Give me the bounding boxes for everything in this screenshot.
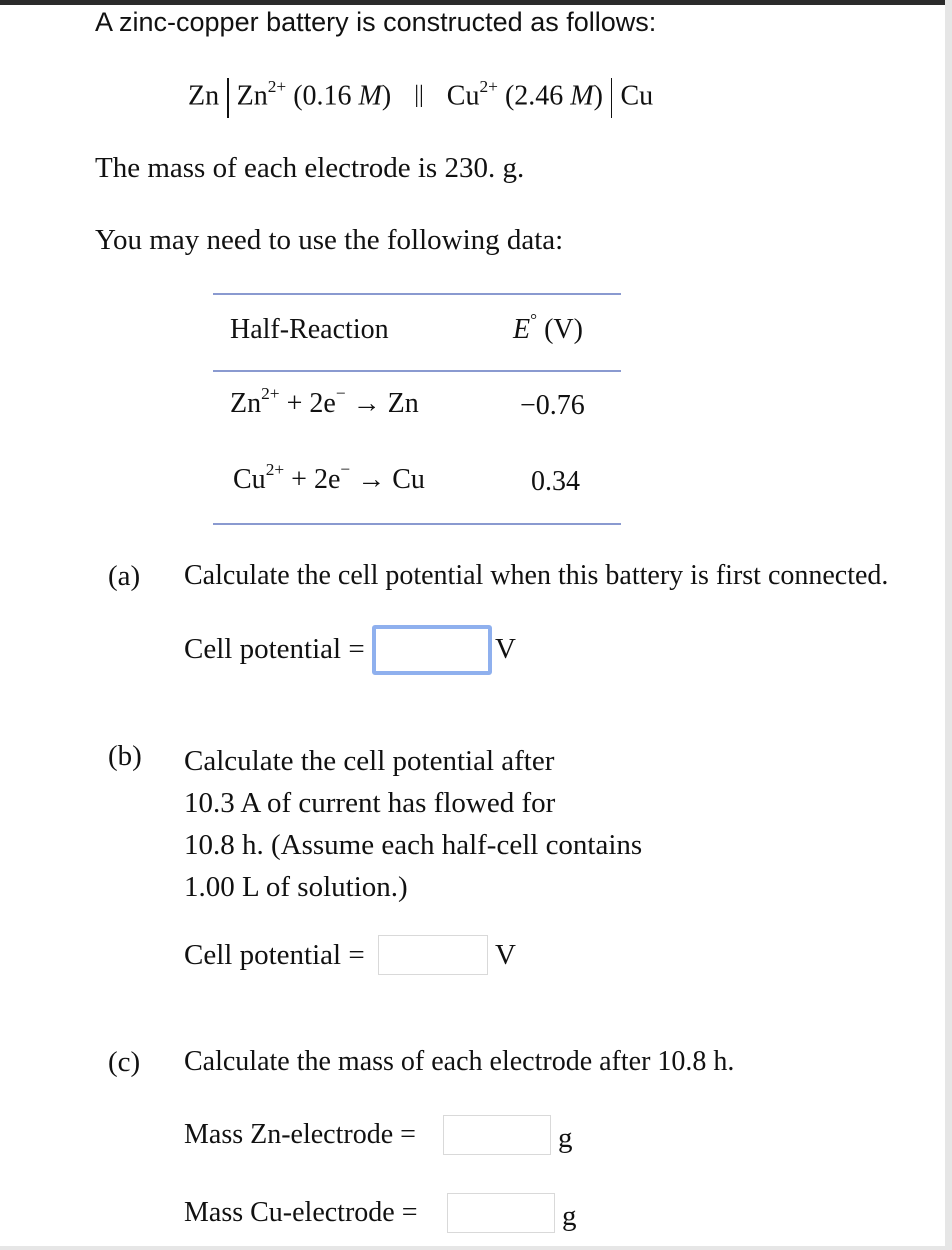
cell-notation	[188, 78, 653, 118]
potential-unit: (V)	[544, 314, 583, 345]
part-b-field-label	[184, 939, 365, 972]
table-header-potential	[513, 310, 583, 346]
mass-zn-unit: g	[558, 1122, 573, 1154]
anode-concentration: (0.16	[293, 80, 359, 112]
top-border	[0, 0, 952, 5]
reaction-arrow: →	[352, 388, 381, 419]
question-line: 10.8 h. (Assume each half-cell contains	[184, 829, 643, 861]
part-a-unit: V	[495, 633, 516, 665]
table-header-half-reaction: Half-Reaction	[230, 314, 389, 345]
table-header-rule	[213, 370, 621, 372]
anode-ion-charge: 2+	[267, 76, 287, 96]
electron-charge: −	[335, 384, 346, 404]
table-row-cu-value: 0.34	[531, 466, 580, 497]
field-label-text: Cell potential	[184, 939, 342, 971]
phase-boundary-2	[611, 78, 613, 118]
part-c-question: Calculate the mass of each electrode after 10.8 h.	[184, 1046, 735, 1077]
cathode-ion-charge: 2+	[479, 76, 498, 96]
bottom-border	[0, 1246, 952, 1250]
mass-cu-unit: g	[562, 1200, 577, 1232]
product: Cu	[392, 464, 425, 495]
question-line: 10.3 A of current has flowed for	[184, 787, 556, 819]
cathode-concentration: (2.46	[504, 80, 571, 112]
table-row-cu-reaction	[233, 460, 425, 496]
mass-statement: The mass of each electrode is 230. g.	[95, 152, 525, 184]
electrons: + 2e	[291, 464, 341, 495]
scrollbar-track	[945, 0, 952, 1250]
close-paren-2: )	[593, 80, 603, 112]
reactant-ion: Cu	[233, 464, 266, 495]
anode-ion: Zn	[236, 80, 268, 112]
part-b-unit: V	[495, 939, 516, 971]
electron-charge: −	[340, 460, 351, 480]
product: Zn	[387, 388, 419, 419]
equals-sign: =	[348, 633, 365, 665]
mass-zn-input[interactable]	[443, 1115, 551, 1155]
question-line: Calculate the cell potential after	[184, 745, 555, 777]
cathode-symbol: Cu	[620, 80, 654, 112]
part-b-question	[184, 740, 642, 908]
standard-degree: °	[530, 310, 538, 330]
electrons: + 2e	[286, 388, 336, 419]
field-label-text: Cell potential	[184, 633, 342, 665]
mass-cu-label	[184, 1197, 418, 1229]
field-label-text: Mass Cu-electrode	[184, 1197, 395, 1228]
anode-symbol: Zn	[188, 80, 220, 112]
part-b-label: (b)	[108, 740, 142, 772]
part-a-label: (a)	[108, 560, 141, 592]
mass-cu-input[interactable]	[447, 1193, 555, 1233]
table-top-rule	[213, 293, 621, 295]
field-label-text: Mass Zn-electrode	[184, 1119, 394, 1150]
equals-sign: =	[348, 939, 365, 971]
salt-bridge: ||	[414, 82, 424, 109]
part-c-label: (c)	[108, 1046, 141, 1078]
part-a-question: Calculate the cell potential when this battery is first connected.	[184, 560, 889, 591]
equals-sign: =	[400, 1119, 416, 1150]
data-intro: You may need to use the following data:	[95, 224, 564, 256]
reactant-ion: Zn	[230, 388, 262, 419]
reaction-arrow: →	[357, 464, 386, 495]
reactant-charge: 2+	[265, 460, 285, 480]
cell-potential-b-input[interactable]	[378, 935, 488, 975]
molar-unit: M	[358, 80, 382, 112]
close-paren: )	[381, 80, 392, 112]
cell-potential-a-input[interactable]	[372, 625, 492, 675]
part-a-field-label	[184, 633, 365, 666]
potential-symbol: E	[513, 314, 531, 345]
problem-title: A zinc-copper battery is constructed as follows:	[95, 7, 657, 37]
phase-boundary	[227, 78, 229, 118]
reactant-charge: 2+	[261, 384, 280, 404]
table-bottom-rule	[213, 523, 621, 525]
molar-unit-2: M	[570, 80, 594, 112]
mass-zn-label	[184, 1119, 416, 1151]
cathode-ion: Cu	[446, 80, 480, 112]
table-row-zn-value: −0.76	[520, 390, 585, 421]
equals-sign: =	[401, 1197, 418, 1228]
question-line: 1.00 L of solution.)	[184, 871, 408, 903]
table-row-zn-reaction	[230, 384, 419, 420]
